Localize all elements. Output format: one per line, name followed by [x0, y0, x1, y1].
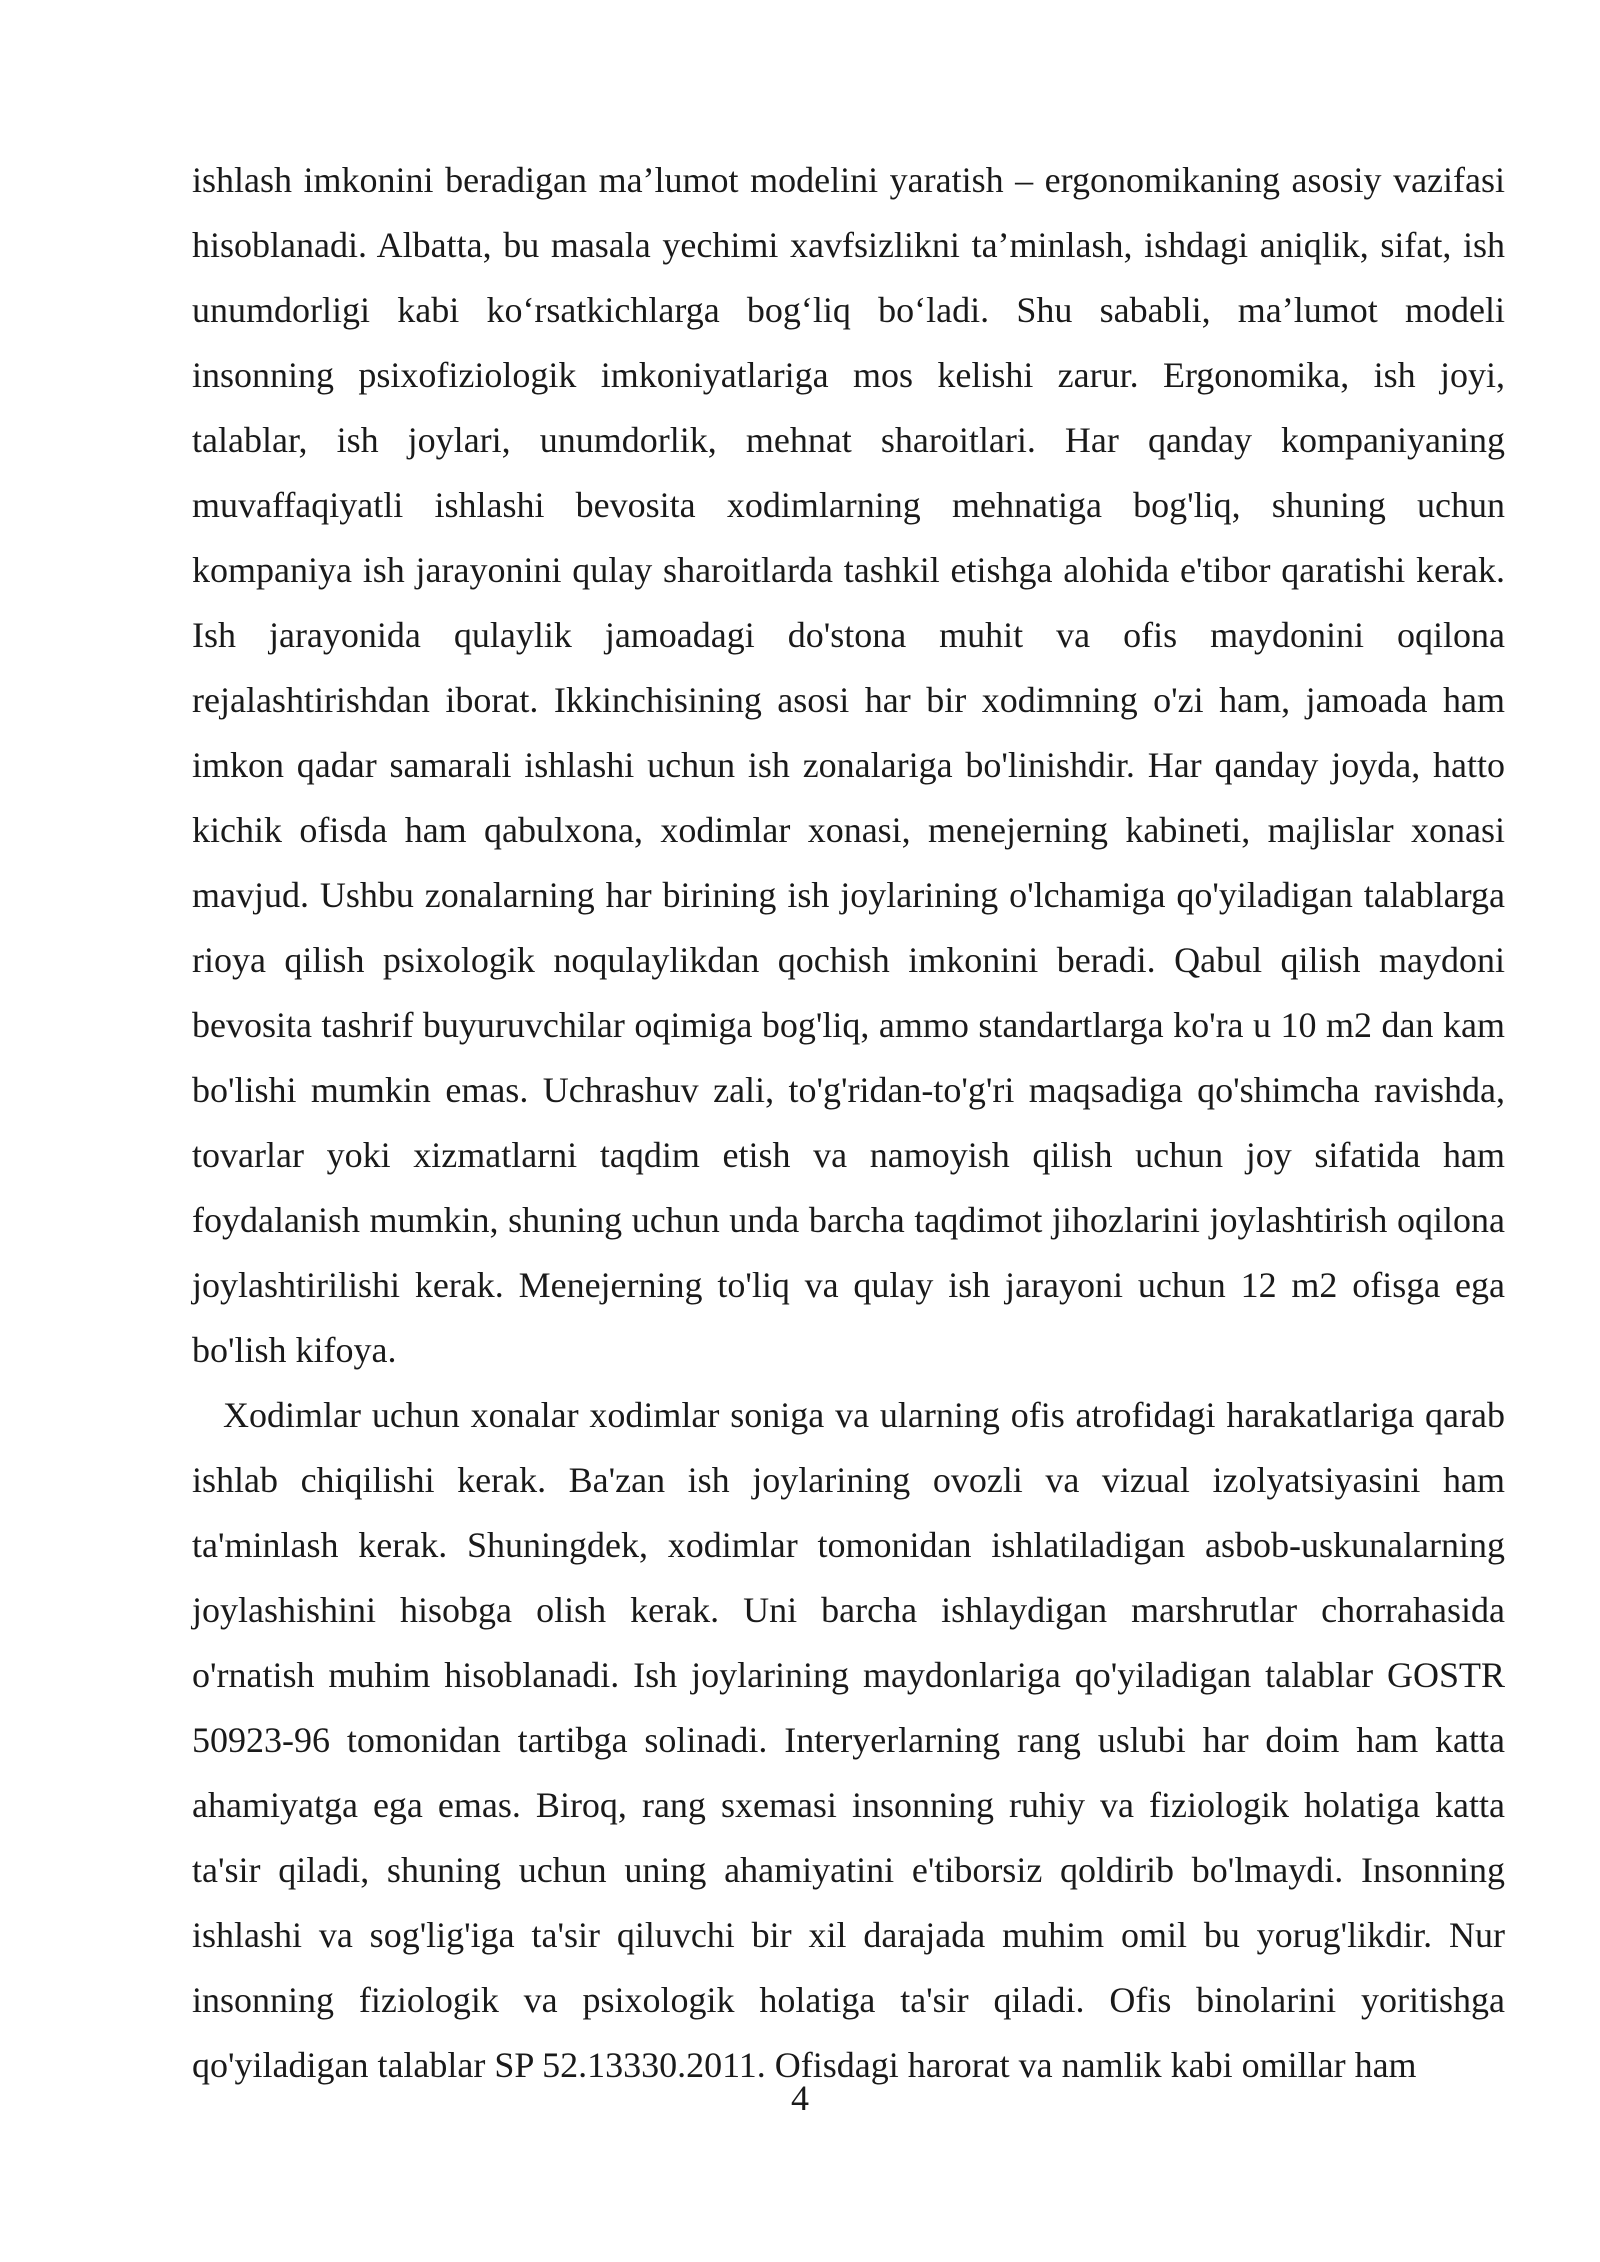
page-number: 4	[791, 2078, 809, 2118]
paragraph-continued: ishlash imkonini beradigan ma’lumot modelini yaratish – ergonomikaning asosiy vazifasi hisoblanadi. Albatta, bu masala yechimi xavfsizlikni ta’minlash, ishdagi aniqlik, sifat, ish unumdorligi kabi ko‘rsatkichlarga bog‘liq bo‘ladi. Shu sababli, ma’lumot modeli insonning psixofiziologik imkoniyatlariga mos kelishi zarur. Ergonomika, ish joyi, talablar, ish joylari, unumdorlik, mehnat sharoitlari. Har qanday kompaniyaning muvaffaqiyatli ishlashi bevosita xodimlarning mehnatiga bog'liq, shuning uchun kompaniya ish jarayonini qulay sharoitlarda tashkil etishga alohida e'tibor qaratishi kerak. Ish jarayonida qulaylik jamoadagi do'stona muhit va ofis maydonini oqilona rejalashtirishdan iborat. Ikkinchisining asosi har bir xodimning o'zi ham, jamoada ham imkon qadar samarali ishlashi uchun ish zonalariga bo'linishdir. Har qanday joyda, hatto kichik ofisda ham qabulxona, xodimlar xonasi, menejerning kabineti, majlislar xonasi mavjud. Ushbu zonalarning har birining ish joylarining o'lchamiga qo'yiladigan talablarga rioya qilish psixologik noqulaylikdan qochish imkonini beradi. Qabul qilish maydoni bevosita tashrif buyuruvchilar oqimiga bog'liq, ammo standartlarga ko'ra u 10 m2 dan kam bo'lishi mumkin emas. Uchrashuv zali, to'g'ridan-to'g'ri maqsadiga qo'shimcha ravishda, tovarlar yoki xizmatlarni taqdim etish va namoyish qilish uchun joy sifatida ham foydalanish mumkin, shuning uchun unda barcha taqdimot jihozlarini joylashtirish oqilona joylashtirilishi kerak. Menejerning to'liq va qulay ish jarayoni uchun 12 m2 ofisga ega bo'lish kifoya.	[192, 160, 1505, 1370]
paragraph-offices: Xodimlar uchun xonalar xodimlar soniga va ularning ofis atrofidagi harakatlariga qarab ishlab chiqilishi kerak. Ba'zan ish joylarining ovozli va vizual izolyatsiyasini ham ta'minlash kerak. Shuningdek, xodimlar tomonidan ishlatiladigan asbob-uskunalarning joylashishini hisobga olish kerak. Uni barcha ishlaydigan marshrutlar chorrahasida o'rnatish muhim hisoblanadi. Ish joylarining maydonlariga qo'yiladigan talablar GOSTR 50923-96 tomonidan tartibga solinadi. Interyerlarning rang uslubi har doim ham katta ahamiyatga ega emas. Biroq, rang sxemasi insonning ruhiy va fiziologik holatiga katta ta'sir qiladi, shuning uchun uning ahamiyatini e'tiborsiz qoldirib bo'lmaydi. Insonning ishlashi va sog'lig'iga ta'sir qiluvchi bir xil darajada muhim omil bu yorug'likdir. Nur insonning fiziologik va psixologik holatiga ta'sir qiladi. Ofis binolarini yoritishga qo'yiladigan talablar SP 52.13330.2011. Ofisdagi harorat va namlik kabi omillar ham	[192, 1395, 1505, 2085]
body-text	[192, 148, 1505, 2098]
